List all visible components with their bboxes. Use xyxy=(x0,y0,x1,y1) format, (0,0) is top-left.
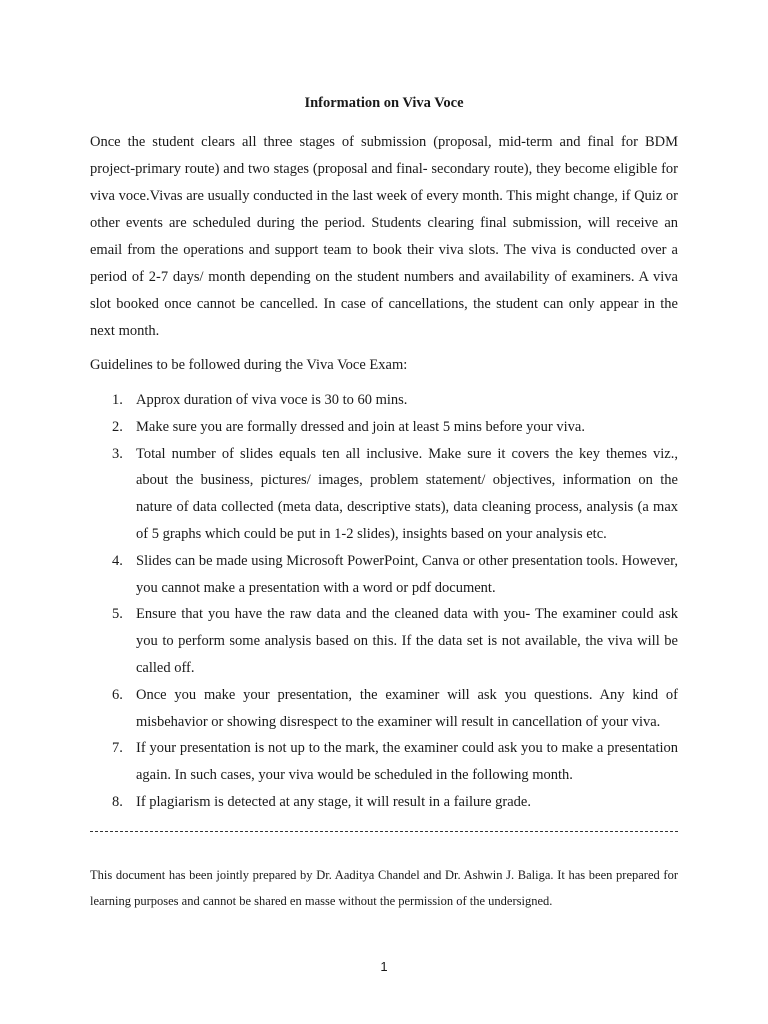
footer-note: This document has been jointly prepared by Dr. Aaditya Chandel and Dr. Ashwin J. Baliga. It has been prepared for learning purposes and cannot be shared en masse without the permission of the undersigned. xyxy=(90,868,678,908)
guideline-item xyxy=(90,735,678,789)
guideline-text: Approx duration of viva voce is 30 to 60 mins. xyxy=(136,392,408,408)
guideline-text: If plagiarism is detected at any stage, it will result in a failure grade. xyxy=(136,793,531,810)
guidelines-heading: Guidelines to be followed during the Viva Voce Exam: xyxy=(90,357,408,373)
guideline-number: 5. xyxy=(112,606,123,623)
guideline-number: 4. xyxy=(112,552,123,569)
guideline-number: 7. xyxy=(112,740,123,757)
guideline-item xyxy=(90,789,678,816)
guideline-number: 6. xyxy=(112,686,123,703)
guideline-item xyxy=(90,387,678,414)
dashed-divider xyxy=(90,831,678,832)
page-number: 1 xyxy=(380,959,388,974)
guideline-item xyxy=(90,682,678,736)
guideline-item xyxy=(90,441,678,548)
guideline-text: Once you make your presentation, the examiner will ask you questions. Any kind of misbehavior or showing disrespect to the examiner will result in cancellation of your viva. xyxy=(136,686,678,730)
document-title: Information on Viva Voce xyxy=(304,95,464,111)
guideline-text: Total number of slides equals ten all inclusive. Make sure it covers the key themes viz., about the business, pictures/ images, problem statement/ objectives, information on the nature of data collected (meta data, descriptive stats), data cleaning process, analysis (a max of 5 graphs which could be put in 1-2 slides), insights based on your analysis etc. xyxy=(136,445,678,542)
guideline-text: Slides can be made using Microsoft PowerPoint, Canva or other presentation tools. However, you cannot make a presentation with a word or pdf document. xyxy=(136,552,678,596)
guideline-item xyxy=(90,414,678,441)
guideline-text: If your presentation is not up to the mark, the examiner could ask you to make a presentation again. In such cases, your viva would be scheduled in the following month. xyxy=(136,740,678,784)
guideline-text: Ensure that you have the raw data and the cleaned data with you- The examiner could ask you to perform some analysis based on this. If the data set is not available, the viva will be called off. xyxy=(136,606,678,676)
intro-paragraph: Once the student clears all three stages of submission (proposal, mid-term and final for BDM project-primary route) and two stages (proposal and final- secondary route), they become eligible for viva voce.Vivas are usually conducted in the last week of every month. This might change, if Quiz or other events are scheduled during the period. Students clearing final submission, will receive an email from the operations and support team to book their viva slots. The viva is conducted over a period of 2-7 days/ month depending on the student numbers and availability of examiners. A viva slot booked once cannot be cancelled. In case of cancellations, the student can only appear in the next month. xyxy=(90,134,678,339)
guideline-number: 3. xyxy=(112,445,123,462)
guideline-number: 1. xyxy=(112,392,123,408)
guideline-item xyxy=(90,601,678,681)
guideline-item xyxy=(90,548,678,602)
guidelines-list xyxy=(90,387,678,816)
guideline-number: 8. xyxy=(112,793,123,810)
guideline-text: Make sure you are formally dressed and join at least 5 mins before your viva. xyxy=(136,418,585,435)
guideline-number: 2. xyxy=(112,418,123,435)
